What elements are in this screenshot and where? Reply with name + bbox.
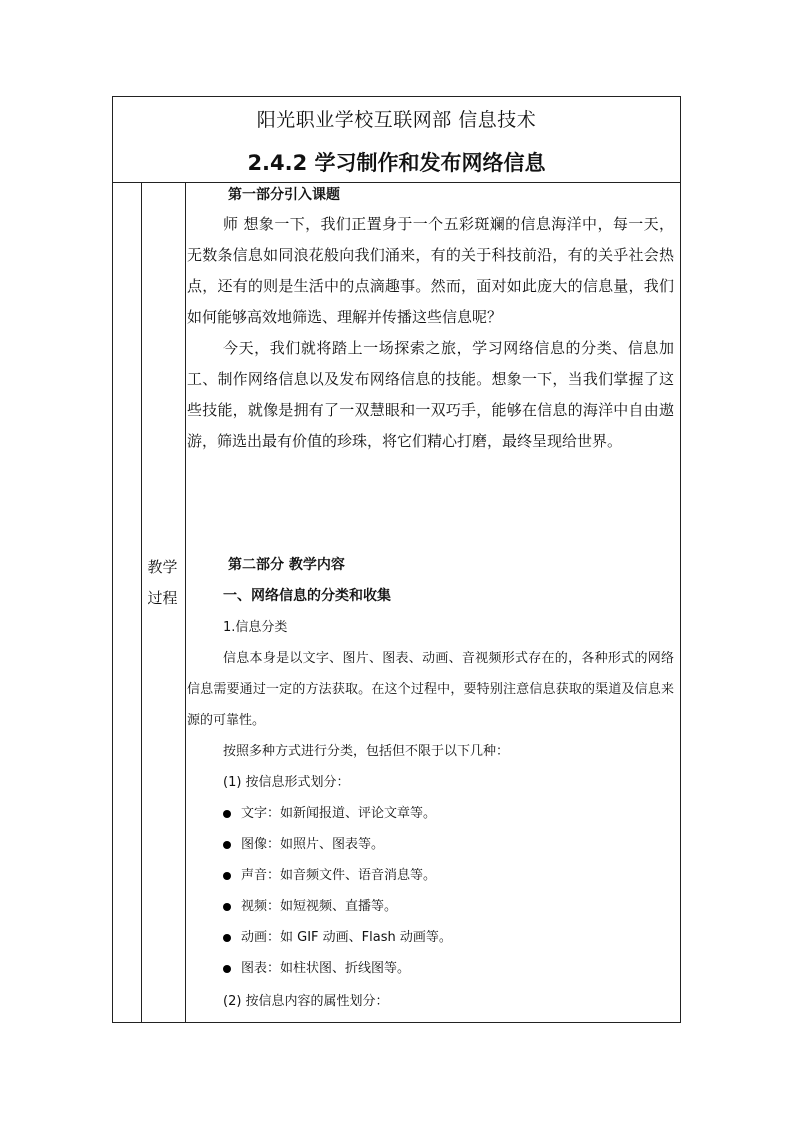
list-item: 文字：如新闻报道、评论文章等。	[223, 798, 674, 829]
side-label-line: 教学	[147, 558, 178, 576]
part1-paragraph: 今天，我们就将踏上一场探索之旅，学习网络信息的分类、信息加工、制作网络信息以及发布网络信息的技能。想象一下，当我们掌握了这些技能，就像是拥有了一双慧眼和一双巧手，能够在信息的海洋中自由遨游，筛选出最有价值的珍珠，将它们精心打磨，最终呈现给世界。	[187, 339, 674, 450]
list-heading: (2) 按信息内容的属性划分：	[223, 994, 389, 1009]
column-divider	[185, 182, 186, 1022]
part2-paragraph: 按照多种方式进行分类，包括但不限于以下几种：	[223, 744, 510, 759]
table-header	[113, 97, 680, 183]
bullet-icon	[223, 934, 231, 942]
part2-heading: 第二部分 教学内容	[228, 557, 345, 573]
list-item: 图像：如照片、图表等。	[223, 829, 674, 860]
bullet-icon	[223, 841, 231, 849]
school-line: 阳光职业学校互联网部 信息技术	[256, 109, 537, 131]
list-heading: (1) 按信息形式划分：	[223, 775, 350, 790]
side-label-line: 过程	[147, 589, 178, 607]
list-item: 动画：如 GIF 动画、Flash 动画等。	[223, 922, 674, 953]
list-item: 视频：如短视频、直播等。	[223, 891, 674, 922]
lesson-table	[112, 96, 681, 1023]
section-heading: 一、网络信息的分类和收集	[223, 588, 391, 604]
lesson-title: 2.4.2 学习制作和发布网络信息	[247, 151, 546, 175]
list-item: 图表：如柱状图、折线图等。	[223, 953, 674, 984]
bullet-icon	[223, 903, 231, 911]
bullet-icon	[223, 965, 231, 973]
side-label	[141, 552, 184, 614]
part1-heading: 第一部分引入课题	[228, 187, 340, 203]
part1-paragraph: 师 想象一下，我们正置身于一个五彩斑斓的信息海洋中，每一天，无数条信息如同浪花般向我们涌来，有的关于科技前沿，有的关乎社会热点，还有的则是生活中的点滴趣事。然而，面对如此庞大的信息量，我们如何能够高效地筛选、理解并传播这些信息呢？	[187, 215, 674, 326]
part2-paragraph: 信息本身是以文字、图片、图表、动画、音视频形式存在的，各种形式的网络信息需要通过一定的方法获取。在这个过程中，要特别注意信息获取的渠道及信息来源的可靠性。	[187, 651, 674, 728]
list-item: 声音：如音频文件、语音消息等。	[223, 860, 674, 891]
subsection-heading: 1.信息分类	[223, 620, 288, 635]
bullet-icon	[223, 872, 231, 880]
bullet-icon	[223, 810, 231, 818]
